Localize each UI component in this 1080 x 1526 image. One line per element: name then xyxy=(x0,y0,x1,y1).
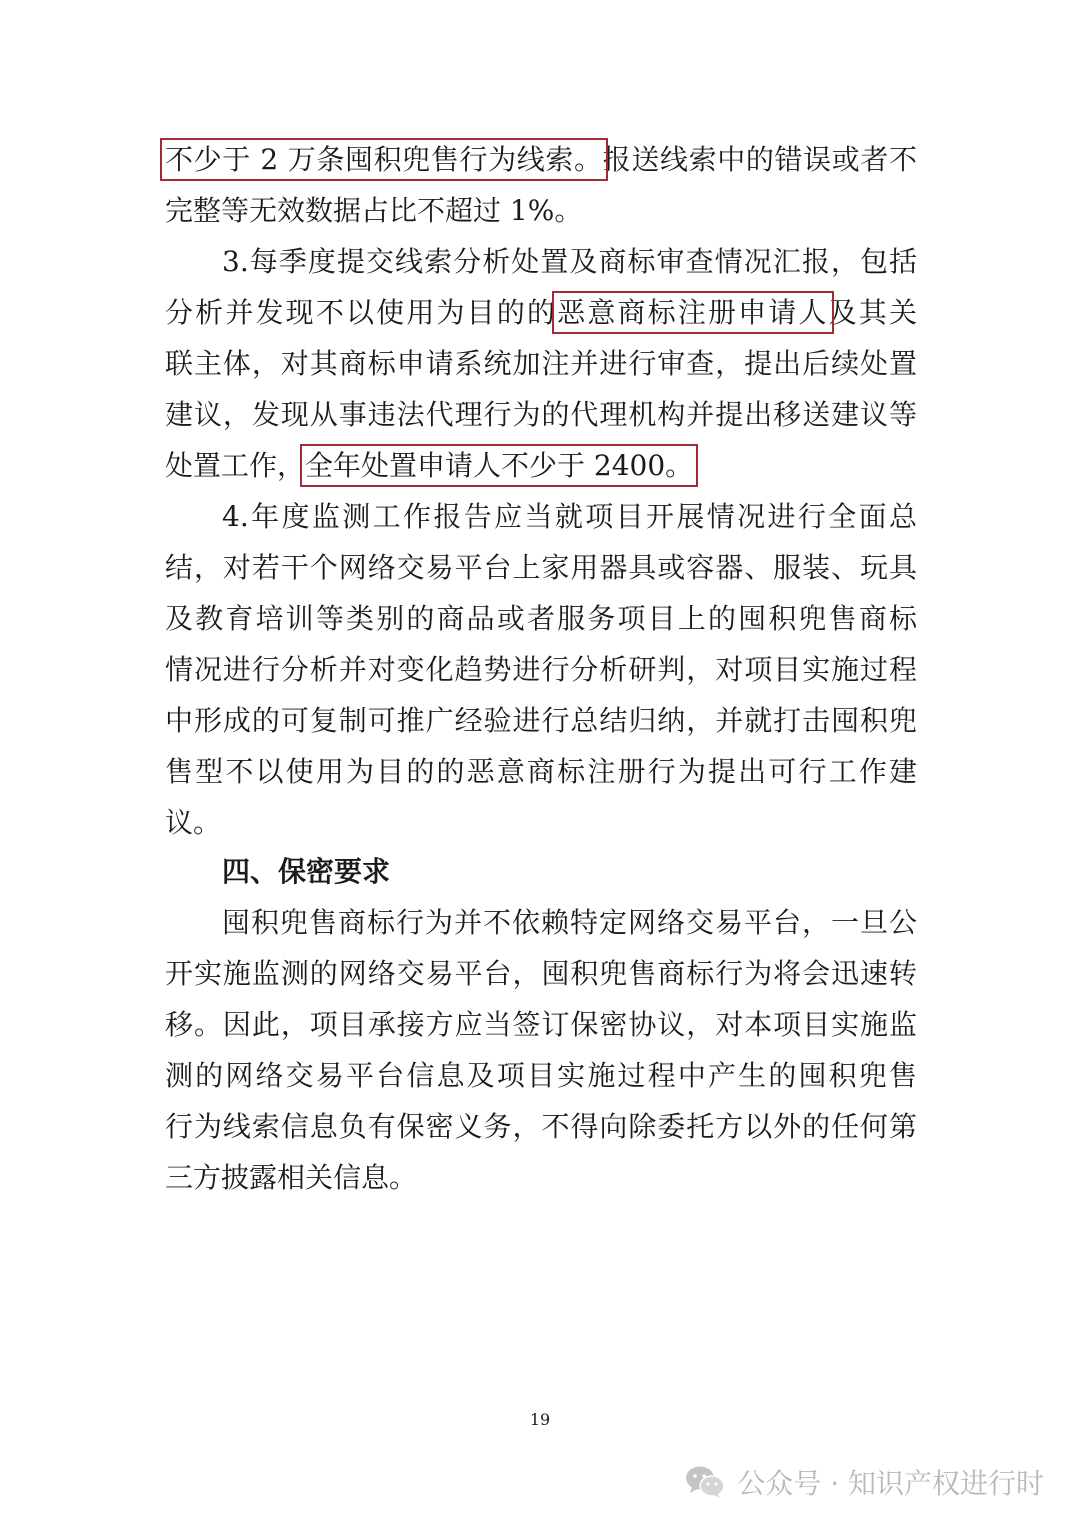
text-line: 开实施监测的网络交易平台，囤积兜售商标行为将会迅速转 xyxy=(165,957,917,990)
text-line: 三方披露相关信息。 xyxy=(165,1161,418,1194)
text-line: 结，对若干个网络交易平台上家用器具或容器、服装、玩具 xyxy=(165,551,917,584)
text-line: 移。因此，项目承接方应当签订保密协议，对本项目实施监 xyxy=(165,1008,917,1041)
text-line: 中形成的可复制可推广经验进行总结归纳，并就打击囤积兜 xyxy=(165,704,917,737)
text-line: 情况进行分析并对变化趋势进行分析研判，对项目实施过程 xyxy=(165,653,917,686)
text-segment: 分析并发现不以使用为目的的 xyxy=(165,296,558,329)
text-line: 囤积兜售商标行为并不依赖特定网络交易平台，一旦公 xyxy=(222,906,917,939)
text-line: 测的网络交易平台信息及项目实施过程中产生的囤积兜售 xyxy=(165,1059,917,1092)
highlight-box-clue-count: 不少于 2 万条囤积兜售行为线索。 xyxy=(165,143,603,176)
highlight-box-malicious-applicant: 恶意商标注册申请人 xyxy=(557,296,829,329)
text-line: 及教育培训等类别的商品或者服务项目上的囤积兜售商标 xyxy=(165,602,917,635)
text-line: 行为线索信息负有保密义务，不得向除委托方以外的任何第 xyxy=(165,1110,917,1143)
section-heading: 四、保密要求 xyxy=(222,855,391,888)
text-segment: 及其关 xyxy=(828,296,917,329)
text-line: 议。 xyxy=(165,806,222,839)
text-line: 联主体，对其商标申请系统加注并进行审查，提出后续处置 xyxy=(165,347,917,380)
wechat-icon xyxy=(685,1465,725,1499)
page-number: 19 xyxy=(529,1410,551,1429)
watermark xyxy=(685,1457,1044,1507)
text-line: 4.年度监测工作报告应当就项目开展情况进行全面总 xyxy=(222,500,917,533)
watermark-text: 公众号 · 知识产权进行时 xyxy=(737,1467,1044,1500)
text-segment: 处置工作， xyxy=(165,449,306,482)
highlight-box-annual-target: 全年处置申请人不少于 2400。 xyxy=(305,449,694,482)
text-line xyxy=(165,293,917,333)
text-line xyxy=(165,140,917,180)
text-line: 建议，发现从事违法代理行为的代理机构并提出移送建议等 xyxy=(165,398,917,431)
text-line: 完整等无效数据占比不超过 1%。 xyxy=(165,194,583,227)
text-line: 售型不以使用为目的的恶意商标注册行为提出可行工作建 xyxy=(165,755,917,788)
text-line: 3.每季度提交线索分析处置及商标审查情况汇报，包括 xyxy=(222,245,917,278)
text-line xyxy=(165,446,917,486)
text-segment: 报送线索中的错误或者不 xyxy=(602,143,917,176)
